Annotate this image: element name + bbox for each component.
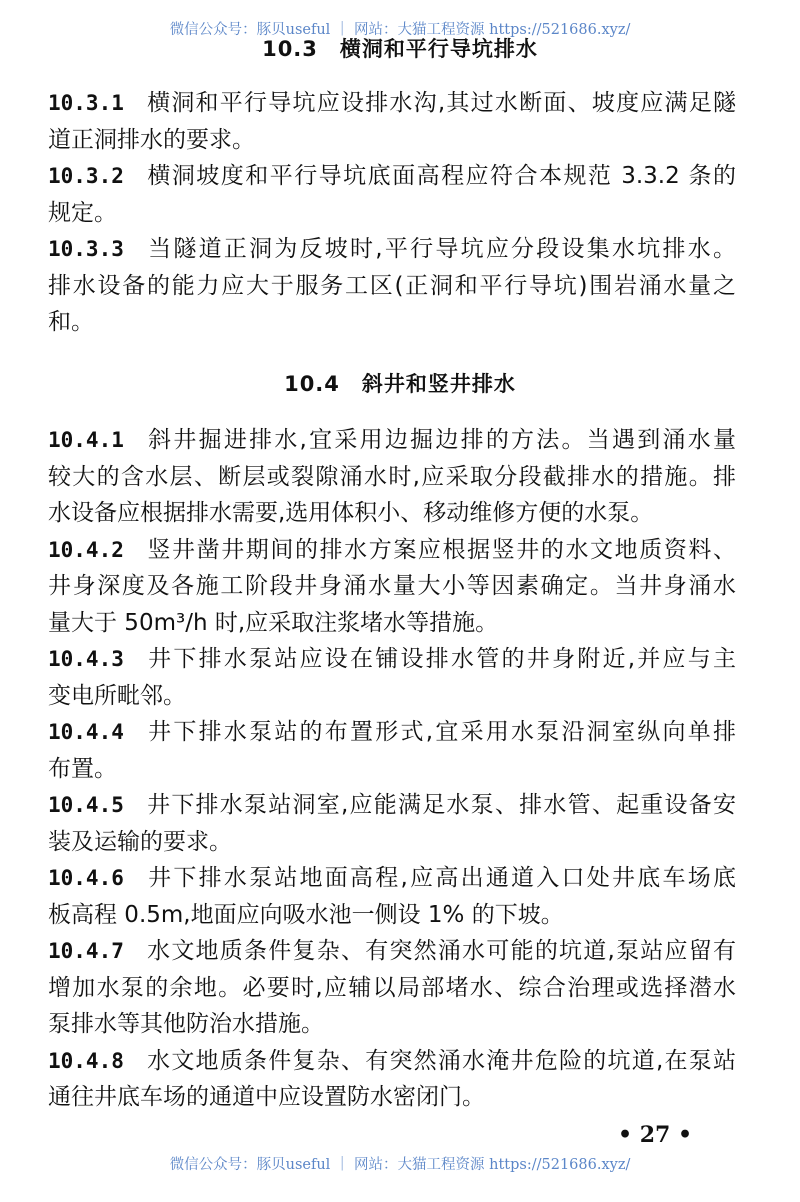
clause-text: 横洞和平行导坑应设排水沟,其过水断面、坡度应满足隧	[145, 90, 736, 116]
clause-line	[48, 122, 736, 159]
clause-line	[48, 195, 736, 232]
clause-text: 装及运输的要求。	[48, 828, 232, 855]
section-heading-10-3	[0, 33, 800, 63]
clause-text: 水设备应根据排水需要,选用体积小、移动维修方便的水泵。	[48, 500, 654, 526]
clause-number: 10.4.2	[48, 537, 124, 562]
clause-10-4-5	[48, 787, 736, 860]
clause-text: 和。	[48, 309, 94, 335]
clause-10-4-4	[48, 714, 736, 787]
clause-10-3-3	[48, 231, 736, 341]
clause-text: 泵排水等其他防治水措施。	[48, 1011, 324, 1037]
section-title: 斜井和竖井排水	[361, 372, 516, 396]
clause-10-3-1	[48, 85, 736, 158]
clause-number: 10.4.3	[48, 647, 124, 671]
clause-line	[48, 1079, 736, 1116]
clause-10-4-6	[48, 860, 736, 933]
clause-text: 竖井凿井期间的排水方案应根据竖井的水文地质资料、	[145, 536, 736, 563]
watermark-top: 微信公众号：豚贝useful ｜ 网站：大猫工程资源 https://521686.xyz/	[169, 22, 631, 38]
clause-line	[48, 824, 736, 861]
clause-number: 10.4.8	[48, 1048, 124, 1073]
clause-line	[48, 714, 736, 751]
clause-line	[48, 231, 736, 268]
clause-10-3-2	[48, 158, 736, 231]
watermark-bottom: 微信公众号：豚贝useful ｜ 网站：大猫工程资源 https://521686.xyz/	[169, 1157, 631, 1173]
clause-line	[48, 860, 736, 897]
clause-text: 井下排水泵站应设在铺设排水管的井身附近,并应与主	[145, 646, 736, 672]
clause-text: 布置。	[48, 755, 117, 782]
clause-text: 井下排水泵站地面高程,应高出通道入口处井底车场底	[145, 865, 736, 891]
clause-number: 10.3.3	[48, 237, 124, 261]
clause-line	[48, 1006, 736, 1043]
clause-text: 量大于 50m³/h 时,应采取注浆堵水等措施。	[48, 609, 499, 636]
section-10-4-body	[48, 422, 736, 1116]
clause-text: 井下排水泵站洞室,应能满足水泵、排水管、起重设备安	[145, 792, 736, 818]
clause-line	[48, 532, 736, 569]
clause-line	[48, 787, 736, 824]
clause-text: 较大的含水层、断层或裂隙涌水时,应采取分段截排水的措施。排	[48, 463, 736, 490]
clause-number: 10.4.6	[48, 866, 124, 890]
clause-text: 增加水泵的余地。必要时,应辅以局部堵水、综合治理或选择潜水	[48, 974, 736, 1001]
clause-line	[48, 933, 736, 970]
clause-text: 井下排水泵站的布置形式,宜采用水泵沿洞室纵向单排	[145, 719, 736, 745]
clause-text: 通往井底车场的通道中应设置防水密闭门。	[48, 1084, 485, 1110]
clause-text: 水文地质条件复杂、有突然涌水可能的坑道,泵站应留有	[145, 938, 736, 964]
clause-line	[48, 422, 736, 459]
clause-number: 10.4.4	[48, 720, 124, 744]
clause-10-4-3	[48, 641, 736, 714]
section-number: 10.4	[284, 372, 340, 396]
clause-line	[48, 568, 736, 605]
clause-line	[48, 751, 736, 788]
clause-line	[48, 495, 736, 532]
clause-10-4-7	[48, 933, 736, 1043]
clause-line	[48, 678, 736, 715]
clause-number: 10.4.7	[48, 939, 124, 963]
clause-line	[48, 268, 736, 305]
clause-10-4-2	[48, 532, 736, 642]
clause-text: 横洞坡度和平行导坑底面高程应符合本规范 3.3.2 条的	[145, 163, 736, 189]
clause-text: 水文地质条件复杂、有突然涌水淹井危险的坑道,在泵站	[145, 1047, 736, 1074]
clause-text: 斜井掘进排水,宜采用边掘边排的方法。当遇到涌水量	[145, 427, 736, 453]
clause-line	[48, 158, 736, 195]
clause-text: 井身深度及各施工阶段井身涌水量大小等因素确定。当井身涌水	[48, 573, 736, 599]
clause-line	[48, 85, 736, 122]
clause-line	[48, 304, 736, 341]
clause-number: 10.3.2	[48, 164, 124, 188]
clause-text: 板高程 0.5m,地面应向吸水池一侧设 1% 的下坡。	[48, 901, 564, 928]
clause-line	[48, 970, 736, 1007]
section-heading-10-4	[0, 368, 800, 398]
clause-text: 排水设备的能力应大于服务工区(正洞和平行导坑)围岩涌水量之	[48, 272, 736, 299]
clause-text: 当隧道正洞为反坡时,平行导坑应分段设集水坑排水。	[145, 236, 736, 262]
clause-line	[48, 1043, 736, 1080]
section-title: 横洞和平行导坑排水	[339, 37, 538, 61]
clause-number: 10.3.1	[48, 91, 124, 115]
clause-number: 10.4.5	[48, 793, 124, 817]
section-number: 10.3	[262, 37, 318, 61]
clause-line	[48, 641, 736, 678]
clause-text: 规定。	[48, 199, 117, 226]
clause-line	[48, 605, 736, 642]
page-number: • 27 •	[618, 1122, 693, 1148]
clause-number: 10.4.1	[48, 428, 124, 452]
section-10-3-body	[48, 85, 736, 341]
clause-text: 道正洞排水的要求。	[48, 126, 255, 153]
clause-text: 变电所毗邻。	[48, 682, 186, 709]
clause-10-4-1	[48, 422, 736, 532]
clause-10-4-8	[48, 1043, 736, 1116]
clause-line	[48, 897, 736, 934]
clause-line	[48, 459, 736, 496]
